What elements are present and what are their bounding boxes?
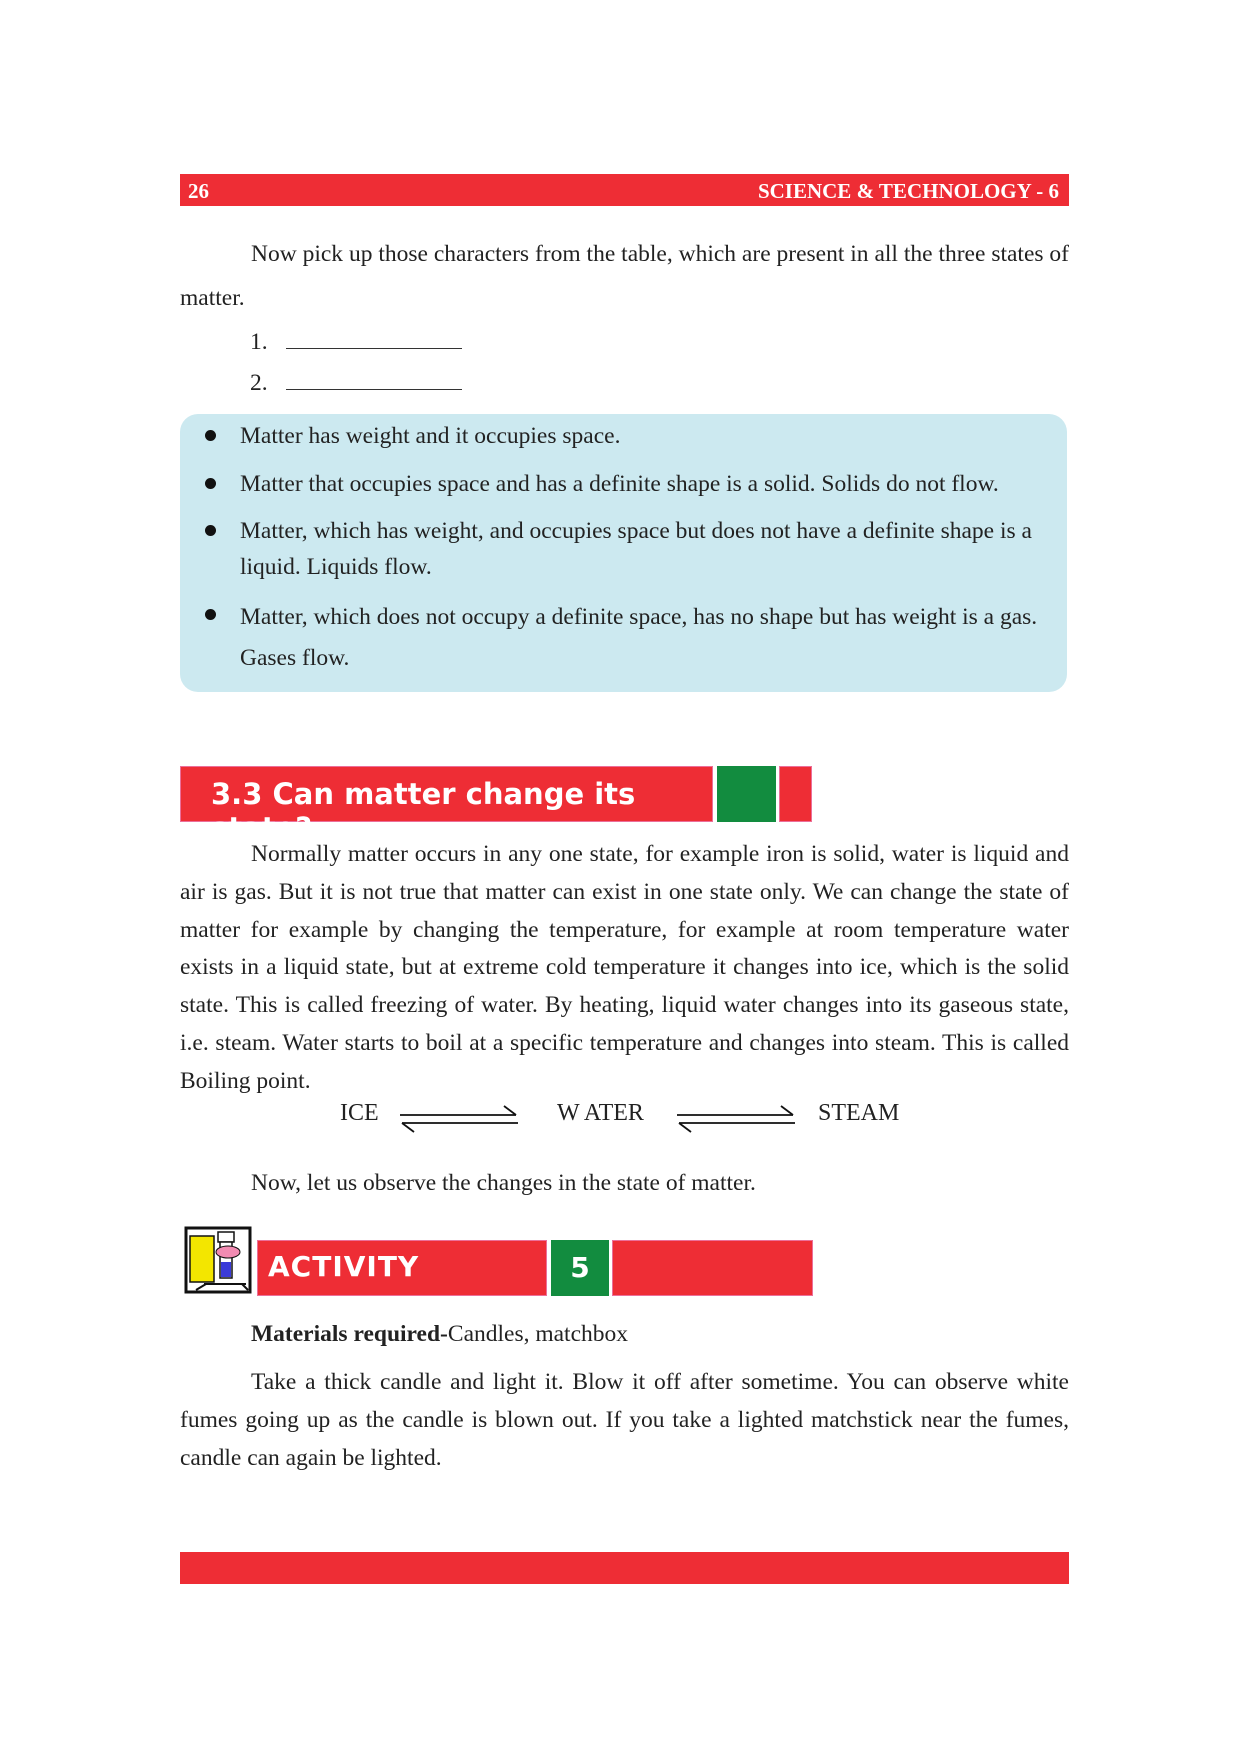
section-title: 3.3 Can matter change its state? (211, 777, 636, 845)
section-heading-bar (180, 766, 713, 845)
bullet-dot (205, 430, 216, 441)
activity-paragraph: Take a thick candle and light it. Blow it off after sometime. You can observe white fumes going up as the candle is blown out. If you take a lighted matchstick near the fumes, candle can again be lighted. (180, 1369, 1069, 1471)
page-footer-bar (180, 1552, 1069, 1584)
answer-line-1 (250, 328, 462, 356)
answer-number: 2. (250, 370, 268, 396)
activity-number: 5 (551, 1240, 609, 1296)
page-number: 26 (188, 179, 209, 203)
summary-bullet: Matter, which has weight, and occupies space but does not have a definite shape is a liquid. Liquids flow. (240, 513, 1040, 585)
answer-number: 1. (250, 329, 268, 355)
equation-ice: ICE (340, 1100, 379, 1126)
activity-bar (257, 1240, 547, 1296)
equilibrium-arrow-icon (398, 1103, 520, 1135)
answer-line-2 (250, 369, 462, 397)
materials-list: Candles, matchbox (447, 1321, 629, 1347)
activity-label: ACTIVITY (268, 1250, 420, 1283)
answer-blank (286, 328, 462, 349)
materials-line (180, 1315, 1069, 1353)
summary-bullet: Matter, which does not occupy a definite space, has no shape but has weight is a gas. Gases flow. (240, 597, 1040, 679)
equation-steam: STEAM (818, 1100, 900, 1126)
lab-apparatus-icon (184, 1226, 252, 1294)
bullet-dot (205, 609, 216, 620)
observe-text: Now, let us observe the changes in the state of matter. (251, 1170, 756, 1196)
intro-paragraph: Now pick up those characters from the table, which are present in all the three states of matter. (180, 241, 1069, 311)
page-header-bar (180, 174, 1069, 206)
section-green-block (717, 766, 776, 822)
materials-label: Materials required- (251, 1321, 448, 1347)
section-paragraph: Normally matter occurs in any one state, for example iron is solid, water is liquid and air is gas. But it is not true that matter can exist in one state only. We can change the state of matter for example by changing the temperature, for example at room temperature water exists in a liquid state, but at extreme cold temperature it changes into ice, which is the solid state. This is called freezing of water. By heating, liquid water changes into its gaseous state, i.e. steam. Water starts to boil at a specific temperature and changes into steam. This is called Boiling point. (180, 841, 1069, 1094)
bullet-dot (205, 525, 216, 536)
bullet-dot (205, 478, 216, 489)
activity-red-block (612, 1240, 813, 1296)
section-red-block (779, 766, 812, 822)
answer-blank (286, 369, 462, 390)
summary-bullet: Matter that occupies space and has a definite shape is a solid. Solids do not flow. (240, 466, 1040, 502)
summary-bullet: Matter has weight and it occupies space. (240, 418, 1040, 454)
equation-water: W ATER (557, 1100, 644, 1126)
book-title: SCIENCE & TECHNOLOGY - 6 (757, 179, 1059, 203)
equilibrium-arrow-icon (675, 1103, 797, 1135)
